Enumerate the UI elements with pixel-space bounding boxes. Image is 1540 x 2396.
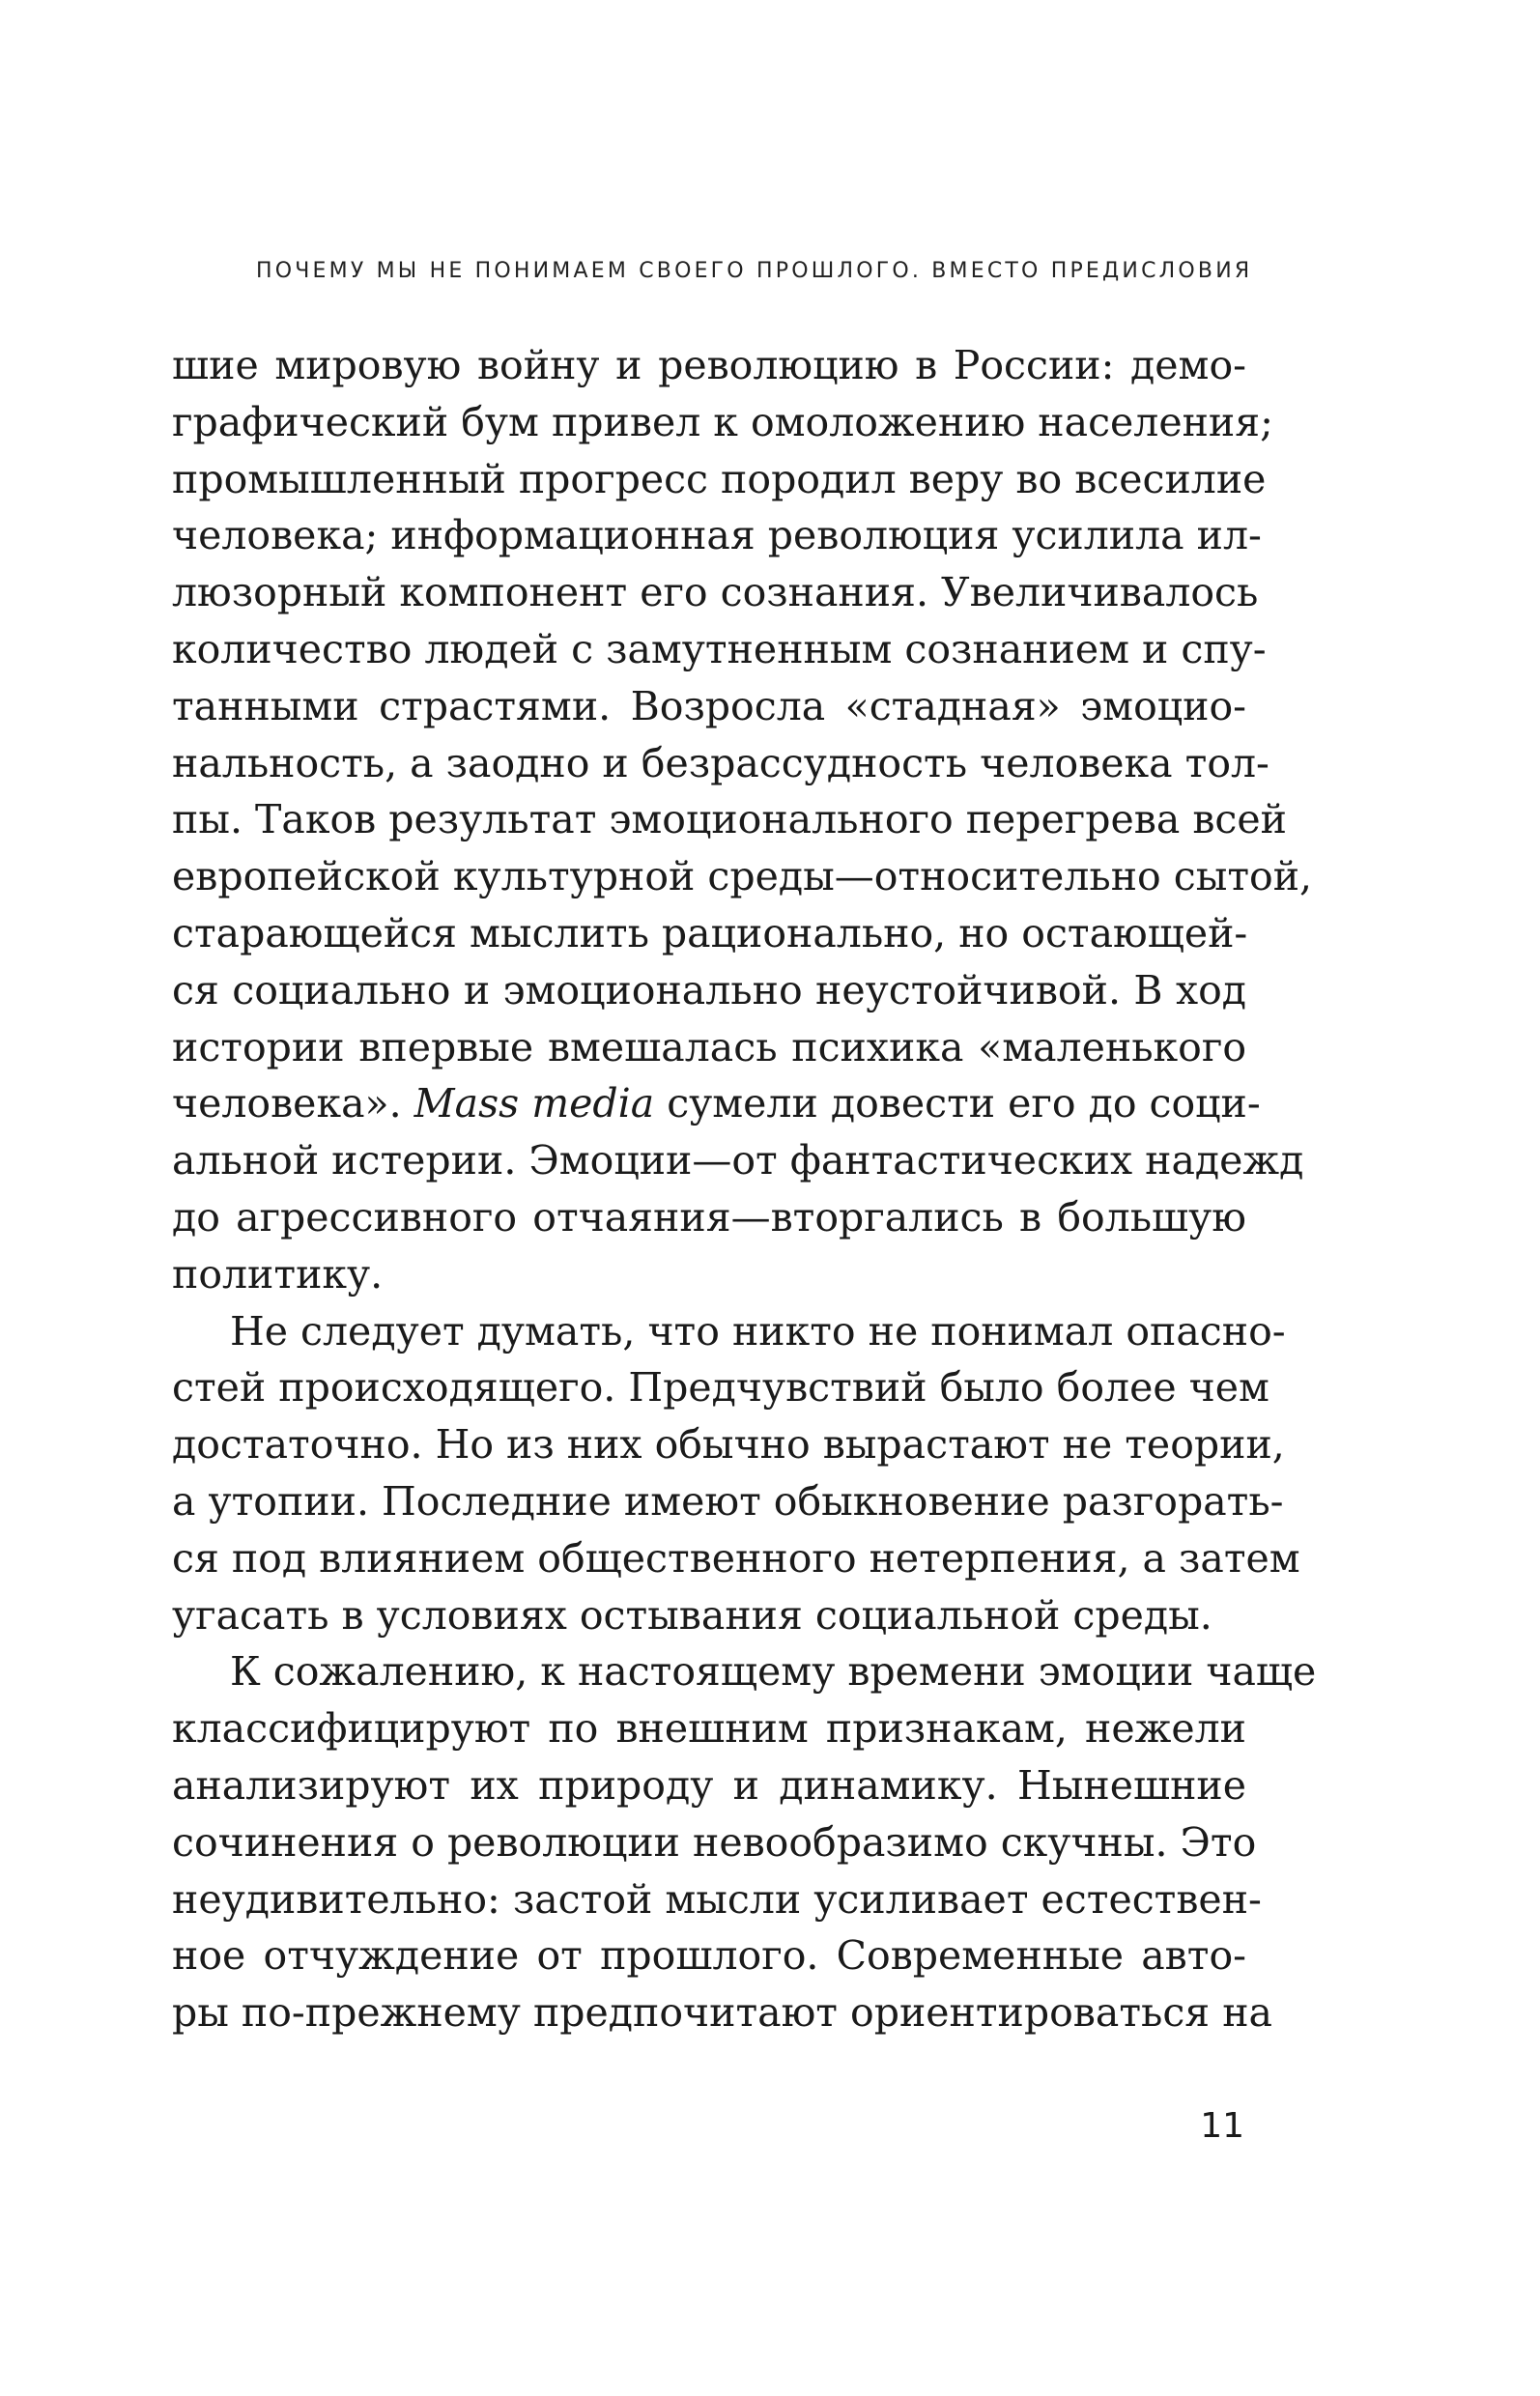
text-line — [172, 394, 1273, 451]
text-line — [172, 1643, 1317, 1700]
text-line — [172, 1587, 1246, 1644]
text-line — [172, 678, 1246, 735]
text-line — [172, 1189, 1246, 1246]
text-segment: достаточно. Но из них обычно вырастают не теории, — [172, 1421, 1285, 1469]
text-line — [172, 1075, 1261, 1132]
text-segment: графический бум привел к омоложению населения; — [172, 398, 1273, 445]
text-segment: ры по-прежнему предпочитают ориентироваться на — [172, 1989, 1272, 2037]
paragraph — [172, 1643, 1317, 2041]
text-line — [172, 848, 1313, 905]
text-line — [172, 1246, 1246, 1303]
text-line — [172, 791, 1287, 848]
page-number: 11 — [1200, 2106, 1244, 2146]
text-segment: Не следует думать, что никто не понимал опасно- — [230, 1307, 1286, 1355]
text-segment: ся социально и эмоционально неустойчивой. В ход — [172, 966, 1246, 1013]
text-segment: пы. Таков результат эмоционального перегрева всей — [172, 796, 1287, 843]
text-line — [172, 1359, 1269, 1416]
text-segment: сумели довести его до соци- — [654, 1080, 1261, 1127]
text-segment: ся под влиянием общественного нетерпения, а затем — [172, 1534, 1300, 1582]
text-segment: человека». — [172, 1080, 414, 1127]
text-segment: а утопии. Последние имеют обыкновение разгорать- — [172, 1477, 1284, 1525]
text-line — [172, 507, 1262, 564]
text-segment: анализируют их природу и динамику. Нынешние — [172, 1761, 1246, 1809]
text-line — [172, 1132, 1304, 1189]
text-segment: шие мировую войну и революцию в России: демо- — [172, 342, 1246, 388]
text-segment: до агрессивного отчаяния—вторгались в большую — [172, 1193, 1246, 1241]
text-line — [172, 735, 1269, 792]
text-line — [172, 905, 1246, 962]
text-segment: альной истерии. Эмоции—от фантастических надежд — [172, 1137, 1304, 1184]
body-text — [172, 337, 1317, 2041]
text-line — [172, 451, 1267, 508]
text-segment: стей происходящего. Предчувствий было более чем — [172, 1364, 1269, 1412]
text-segment: нальность, а заодно и безрассудность человека тол- — [172, 739, 1269, 786]
text-line — [172, 1019, 1246, 1076]
text-line — [172, 1473, 1284, 1530]
text-line — [172, 1984, 1272, 2041]
paragraph — [172, 1303, 1300, 1644]
text-segment: европейской культурной среды—относительно сытой, — [172, 853, 1313, 900]
running-head: ПОЧЕМУ МЫ НЕ ПОНИМАЕМ СВОЕГО ПРОШЛОГО. ВМЕСТО ПРЕДИСЛОВИЯ — [256, 259, 1253, 283]
text-segment: угасать в условиях остывания социальной среды. — [172, 1591, 1212, 1639]
text-segment: количество людей с замутненным сознанием и спу- — [172, 625, 1267, 672]
text-segment: промышленный прогресс породил веру во всесилие — [172, 455, 1267, 502]
text-line — [172, 1530, 1300, 1587]
text-segment: танными страстями. Возросла «стадная» эмоцио- — [172, 682, 1246, 729]
text-segment: классифицируют по внешним признакам, нежели — [172, 1705, 1246, 1753]
text-segment: старающейся мыслить рационально, но остающей- — [172, 909, 1248, 956]
text-line — [172, 621, 1267, 678]
text-segment: ное отчуждение от прошлого. Современные авто- — [172, 1932, 1246, 1980]
text-line — [172, 1927, 1246, 1984]
text-line — [172, 1814, 1257, 1871]
text-line — [172, 1757, 1246, 1814]
text-segment: К сожалению, к настоящему времени эмоции чаще — [230, 1648, 1317, 1696]
text-segment: человека; информационная революция усилила ил- — [172, 512, 1262, 559]
text-segment: истории впервые вмешалась психика «маленького — [172, 1023, 1246, 1070]
text-line — [172, 1700, 1246, 1757]
text-line — [172, 962, 1246, 1019]
text-line — [172, 564, 1259, 621]
text-line — [172, 1303, 1286, 1360]
text-segment: неудивительно: застой мысли усиливает естествен- — [172, 1875, 1262, 1923]
text-line — [172, 1416, 1285, 1473]
text-segment: политику. — [172, 1250, 384, 1298]
text-segment: сочинения о революции невообразимо скучны. Это — [172, 1818, 1257, 1866]
text-line — [172, 337, 1246, 394]
text-segment: люзорный компонент его сознания. Увеличивалось — [172, 569, 1259, 616]
italic-text: Mass media — [414, 1080, 655, 1127]
text-line — [172, 1871, 1262, 1928]
paragraph — [172, 337, 1313, 1303]
